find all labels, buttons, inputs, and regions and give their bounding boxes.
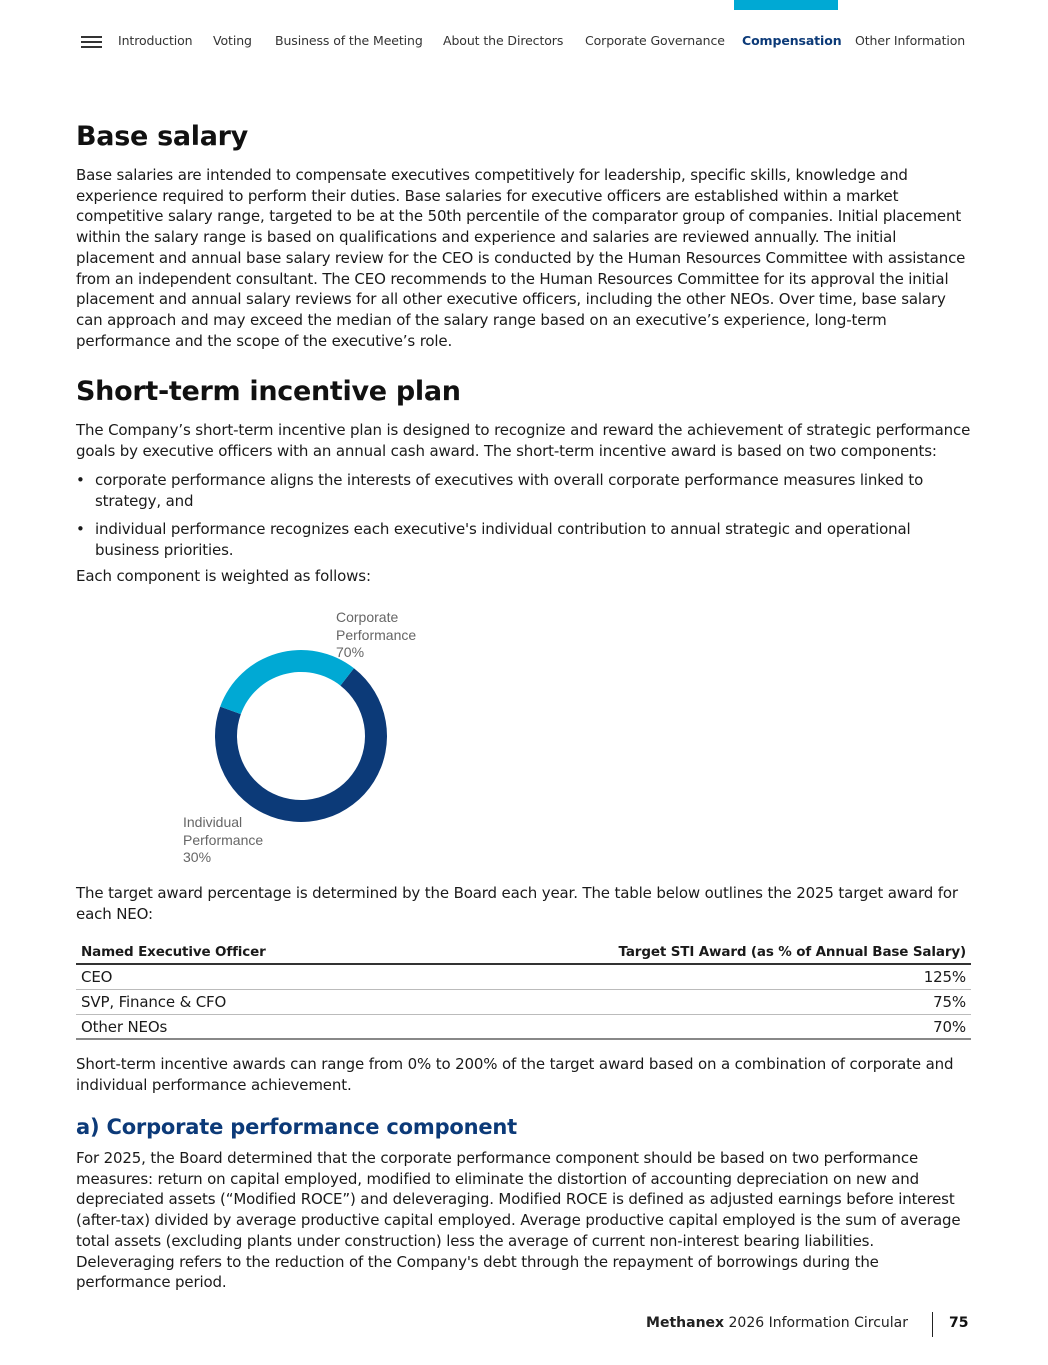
column-header-officer: Named Executive Officer	[76, 940, 392, 964]
weighted-text: Each component is weighted as follows:	[76, 567, 371, 586]
nav-item-business-of-the-meeting[interactable]: Business of the Meeting	[275, 33, 423, 48]
table-header-row	[76, 940, 971, 964]
nav-item-compensation[interactable]: Compensation	[742, 33, 842, 48]
award-cell: 70%	[392, 1014, 971, 1039]
column-header-target-award: Target STI Award (as % of Annual Base Salary)	[392, 940, 971, 964]
award-cell: 75%	[392, 989, 971, 1014]
weighting-donut-chart	[170, 600, 470, 880]
bullet-icon: •	[76, 519, 85, 538]
officer-cell: CEO	[76, 964, 392, 989]
nav-item-corporate-governance[interactable]: Corporate Governance	[585, 33, 725, 48]
page-footer	[0, 1312, 1048, 1342]
corporate-component-section	[76, 1114, 972, 1293]
footer-divider	[932, 1312, 933, 1337]
corporate-component-heading: a) Corporate performance component	[76, 1115, 518, 1139]
table-row	[76, 1014, 971, 1039]
table-row	[76, 964, 971, 989]
page-number: 75	[949, 1315, 969, 1331]
sti-heading: Short-term incentive plan	[76, 376, 461, 407]
corporate-component-paragraph: For 2025, the Board determined that the corporate performance component should be based on two performance measures: return on capital employed, modified to eliminate the distortion of accounting depreciation on new and depreciated assets (“Modified ROCE”) and deleveraging. Modified ROCE is defined as adjusted earnings before interest (after-tax) divided by average productive capital employed. Average productive capital employed is the sum of average total assets (excluding plants under construction) less the average of current non-interest bearing liabilities. Deleveraging refers to the reduction of the Company's debt through the repayment of borrowings during the performance period.	[76, 1149, 961, 1292]
publication-title	[646, 1315, 908, 1331]
individual-performance-label: Individual Performance 30%	[183, 814, 264, 865]
donut-slice-individual-performance	[220, 650, 354, 714]
list-item: • individual performance recognizes each executive's individual contribution to annual strategic and operational business priorities.	[76, 519, 911, 559]
nav-item-other-information[interactable]: Other Information	[855, 33, 966, 48]
hamburger-menu-icon[interactable]	[81, 36, 102, 49]
nav-item-about-the-directors[interactable]: About the Directors	[443, 33, 564, 48]
active-section-indicator	[734, 0, 838, 10]
target-award-paragraph: The target award percentage is determined by the Board each year. The table below outlines the 2025 target award for each NEO:	[76, 884, 958, 923]
base-salary-heading: Base salary	[76, 121, 248, 152]
base-salary-section	[76, 121, 972, 351]
officer-cell: SVP, Finance & CFO	[76, 989, 392, 1014]
target-award-section	[76, 883, 972, 1096]
award-range-paragraph: Short-term incentive awards can range from 0% to 200% of the target award based on a combination of corporate and individual performance achievement.	[76, 1055, 954, 1095]
nav-item-voting[interactable]: Voting	[213, 33, 252, 48]
base-salary-paragraph: Base salaries are intended to compensate executives competitively for leadership, specific skills, knowledge and experience required to perform their duties. Base salaries for executive officers are established within a market competitive salary range, targeted to be at the 50th percentile of the comparator group of companies. Initial placement within the salary range is based on qualifications and experience and salaries are reviewed annually. The initial placement and annual base salary review for the CEO is conducted by the Human Resources Committee with assistance from an independent consultant. The CEO recommends to the Human Resources Committee for its approval the initial placement and annual salary reviews for all other executive officers, including the other NEOs. Over time, base salary can approach and may exceed the median of the salary range based on an executive’s experience, long-term performance and the scope of the executive’s role.	[76, 166, 966, 350]
table-row	[76, 989, 971, 1014]
sti-components-list	[76, 470, 972, 560]
target-sti-table	[76, 940, 971, 1040]
brand-name: Methanex	[646, 1315, 725, 1331]
nav-item-introduction[interactable]: Introduction	[118, 33, 193, 48]
officer-cell: Other NEOs	[76, 1014, 392, 1039]
sti-intro-paragraph: The Company’s short-term incentive plan is designed to recognize and reward the achievement of strategic performance goals by executive officers with an annual cash award. The short-term incentive award is based on two components:	[76, 421, 971, 460]
top-navigation	[0, 0, 1048, 70]
document-title: 2026 Information Circular	[728, 1315, 908, 1331]
corporate-performance-label: Corporate Performance 70%	[336, 609, 417, 660]
sti-section	[76, 376, 972, 587]
bullet-icon: •	[76, 471, 85, 490]
list-item: • corporate performance aligns the interests of executives with overall corporate performance measures linked to strategy, and	[76, 471, 924, 511]
award-cell: 125%	[392, 964, 971, 989]
